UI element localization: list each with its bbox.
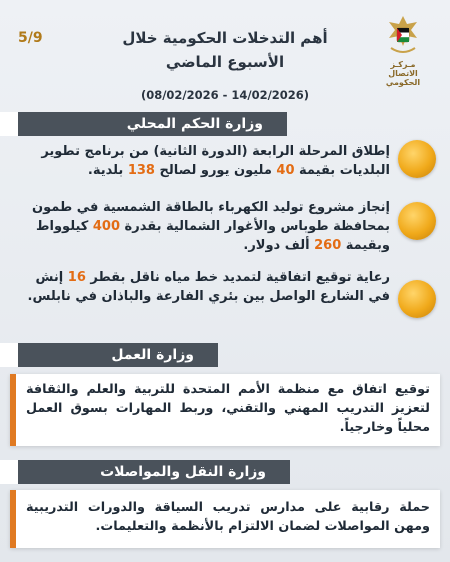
section-heading-labor xyxy=(0,343,218,367)
transport-card xyxy=(10,490,440,548)
labor-text: توقيع اتفاق مع منظمة الأمم المتحدة للتربية والعلم والثقافة لتعزيز التدريب المهني والتقني، وربط المهارات بسوق العمل محلياً وخارجياً. xyxy=(26,382,430,435)
highlight-number: 16 xyxy=(67,270,86,285)
section-heading-local-government xyxy=(0,112,287,136)
highlight-number: 400 xyxy=(92,219,121,234)
page-title-line1: أهم التدخلات الحكومية خلال xyxy=(122,29,328,47)
gold-bullet-icon xyxy=(398,280,436,318)
local-gov-item-1: إطلاق المرحلة الرابعة (الدورة الثانية) من برنامج تطوير البلديات بقيمة 40 مليون يورو لصالح 138 بلدية. xyxy=(41,144,390,178)
gold-bullet-icon xyxy=(398,140,436,178)
local-gov-item-3: رعاية توقيع اتفاقية لتمديد خط مياه ناقل بقطر 16 إنش في الشارع الواصل بين بئري الفارعة والباذان في نابلس. xyxy=(27,270,390,304)
section-heading-text: وزارة النقل والمواصلات xyxy=(100,464,266,480)
gold-bullet-icon xyxy=(398,202,436,240)
date-range: (08/02/2026 - 14/02/2026) xyxy=(140,88,310,102)
heading-tab-decoration xyxy=(0,460,18,484)
transport-text: حملة رقابية على مدارس تدريب السياقة والدورات التدريبية ومهن المواصلات لضمان الالتزام بالأنظمة والتعليمات. xyxy=(26,500,430,534)
local-gov-item-2: إنجاز مشروع توليد الكهرباء بالطاقة الشمسية في طمون بمحافظة طوباس والأغوار الشمالية بقدرة 400 كيلوواط وبقيمة 260 ألف دولار. xyxy=(32,200,390,253)
section-heading-transport xyxy=(0,460,290,484)
highlight-number: 40 xyxy=(276,163,295,178)
highlight-number: 260 xyxy=(314,238,342,253)
logo-text-line2: الاتصال الحكومي xyxy=(385,69,421,87)
palestine-emblem-icon xyxy=(383,14,423,58)
government-communication-center-logo xyxy=(372,14,434,87)
card-accent-stripe xyxy=(10,374,16,446)
page-title-line2: الأسبوع الماضي xyxy=(165,53,285,71)
heading-tab-decoration xyxy=(0,343,18,367)
page-counter: 5/9 xyxy=(18,30,43,46)
highlight-number: 138 xyxy=(127,163,155,178)
section-heading-text: وزارة العمل xyxy=(111,347,194,363)
section-heading-text: وزارة الحكم المحلي xyxy=(126,116,263,132)
logo-text-line1: مـركـز xyxy=(390,60,416,69)
card-accent-stripe xyxy=(10,490,16,548)
labor-card xyxy=(10,374,440,446)
page-title xyxy=(80,26,370,74)
heading-tab-decoration xyxy=(0,112,18,136)
